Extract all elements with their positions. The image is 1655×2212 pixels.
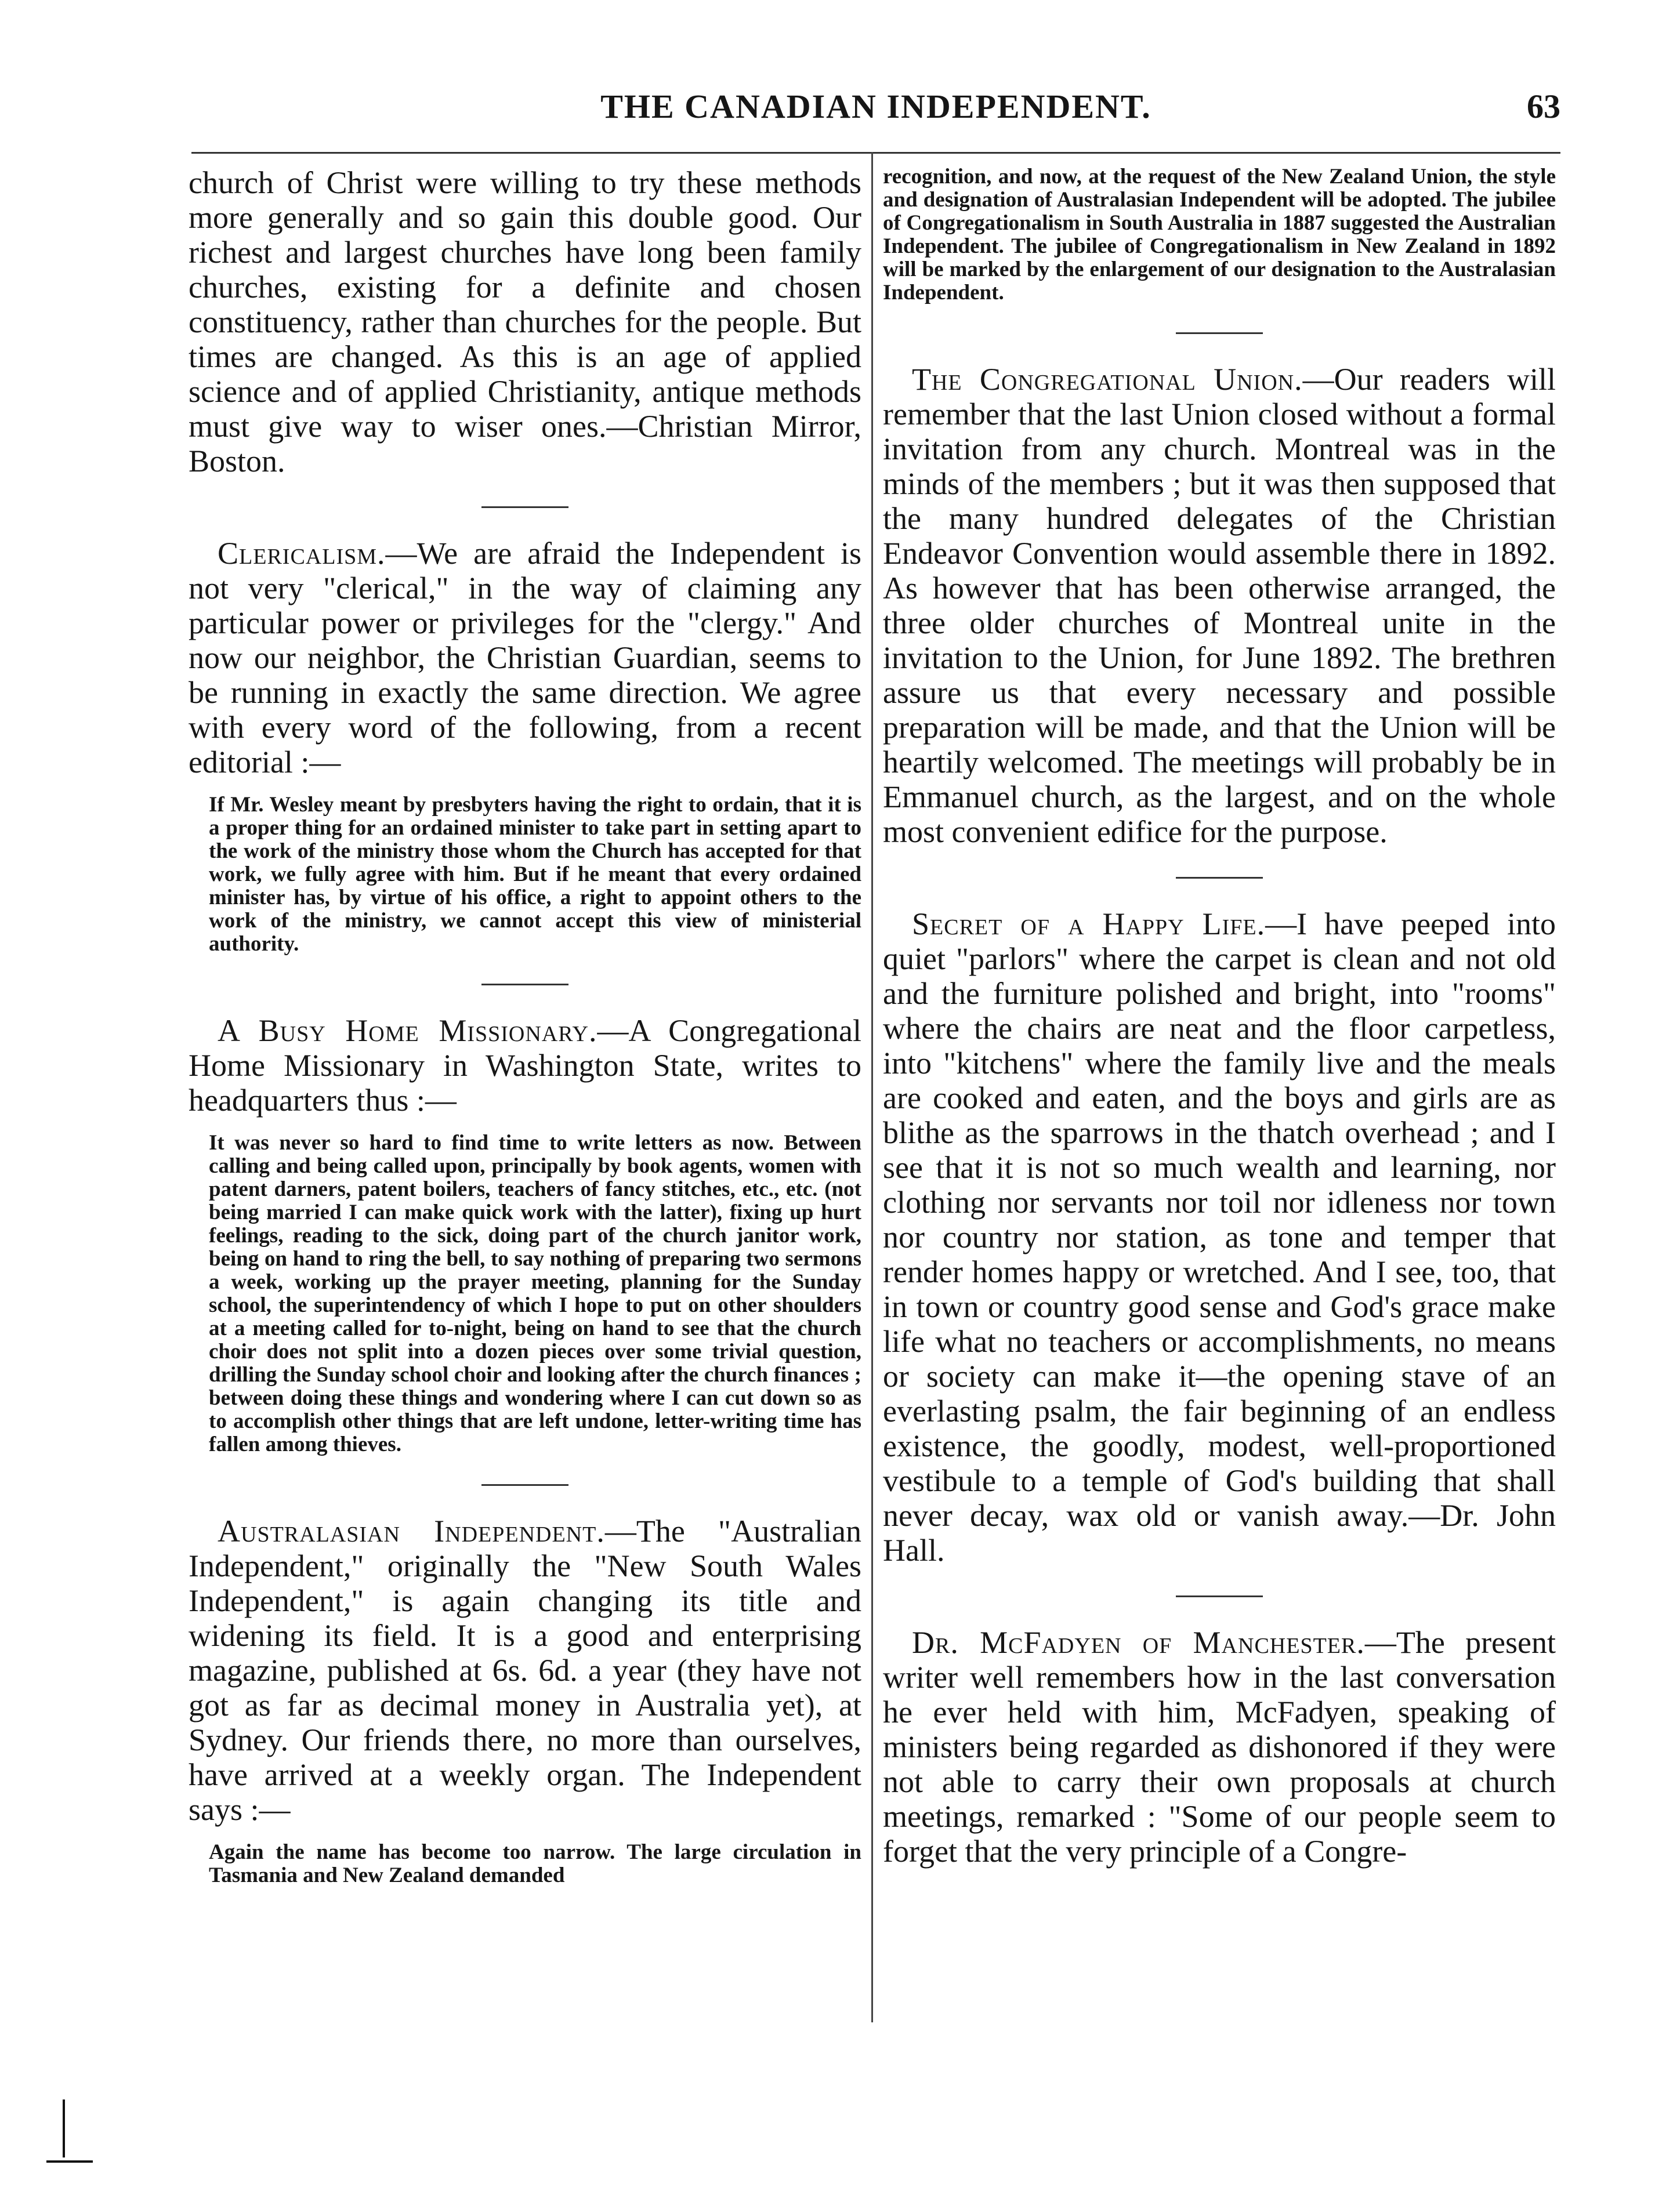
australasian-paragraph	[189, 1514, 861, 1827]
missionary-quote: It was never so hard to find time to write letters as now. Between calling and being called upon, principally by book agents, women with patent darners, patent boilers, teachers of fancy stitches, etc., etc. (not being married I can make quick work with the latter), fixing up hurt feelings, reading to the sick, doing part of the church janitor work, being on hand to ring the bell, to say nothing of preparing two sermons a week, working up the prayer meeting, planning for the Sunday school, the superintendency of which I hope to put on other shoulders at a meeting called for to-night, being on hand to see that the church choir does not split into a dozen pieces over some trivial question, drilling the Sunday school choir and looking after the church finances ; between doing these things and wondering where I can cut down so as to accomplish other things that are left undone, letter-writing time has fallen among thieves.	[209, 1131, 861, 1456]
section-separator	[481, 984, 568, 985]
scan-margin-mark	[63, 2099, 65, 2157]
journal-title: THE CANADIAN INDEPENDENT.	[600, 88, 1151, 125]
missionary-paragraph	[189, 1013, 861, 1118]
secret-heading: Secret of a Happy Life.	[912, 906, 1266, 941]
australasian-heading: Australasian Independent.	[218, 1514, 605, 1549]
right-column	[883, 165, 1556, 1869]
australasian-quote-continued: recognition, and now, at the request of the New Zealand Union, the style and designation of Australasian Independent will be adopted. The jubilee of Congregationalism in South Australia in 1887 suggested the Australian Independent. The jubilee of Congregationalism in New Zealand in 1892 will be marked by the enlargement of our designation to the Australasian Independent.	[883, 165, 1556, 304]
section-separator	[1176, 1595, 1263, 1597]
section-separator	[481, 506, 568, 508]
section-separator	[1176, 332, 1263, 334]
mcfadyen-paragraph	[883, 1625, 1556, 1869]
clericalism-paragraph	[189, 536, 861, 779]
mcfadyen-body: —The present writer well remembers how in the last conversation he ever held with him, McFadyen, speaking of ministers being regarded as dishonored if they were not able to carry their own proposals at church meetings, remarked : "Some of our people seem to forget that the very principle of a Congre-	[883, 1625, 1556, 1869]
header-rule	[191, 152, 1560, 154]
clericalism-body: —We are afraid the Independent is not very "clerical," in the way of claiming any particular power or privileges for the "clergy." And now our neighbor, the Christian Guardian, seems to be running in exactly the same direction. We agree with every word of the following, from a recent editorial :—	[189, 536, 861, 779]
australasian-body: —The "Australian Independent," originally the "New South Wales Independent," is again changing its title and widening its field. It is a good and enterprising magazine, published at 6s. 6d. a year (they have not got as far as decimal money in Australia yet), at Sydney. Our friends there, no more than ourselves, have arrived at a weekly organ. The Independent says :—	[189, 1514, 862, 1827]
missionary-body: —A Congregational Home Missionary in Washington State, writes to headquarters thus :—	[189, 1013, 861, 1118]
intro-paragraph: church of Christ were willing to try these methods more generally and so gain this double good. Our richest and largest churches have long been family churches, existing for a definite and chosen constituency, rather than churches for the people. But times are changed. As this is an age of applied science and of applied Christianity, antique methods must give way to wiser ones.—Christian Mirror, Boston.	[189, 165, 861, 478]
union-heading: The Congregational Union.	[912, 362, 1303, 397]
mcfadyen-heading: Dr. McFadyen of Manchester.	[912, 1625, 1365, 1660]
section-separator	[1176, 877, 1263, 879]
union-body: —Our readers will remember that the last Union closed without a formal invitation from any church. Montreal was in the minds of the members ; but it was then supposed that the many hundred delegates of the Christian Endeavor Convention would assemble there in 1892. As however that has been otherwise arranged, the three older churches of Montreal unite in the invitation to the Union, for June 1892. The brethren assure us that every necessary and possible preparation will be made, and that the Union will be heartily welcomed. The meetings will probably be in Emmanuel church, as the largest, and on the whole most convenient edifice for the purpose.	[883, 362, 1556, 849]
missionary-heading: A Busy Home Missionary.	[218, 1013, 597, 1048]
page-number: 63	[1527, 88, 1560, 125]
column-divider	[871, 152, 873, 2022]
clericalism-quote: If Mr. Wesley meant by presbyters having the right to ordain, that it is a proper thing for an ordained minister to take part in setting apart to the work of the ministry those whom the Church has accepted for that work, we fully agree with him. But if he meant that every ordained minister has, by virtue of his office, a right to appoint others to the work of the ministry, we cannot accept this view of ministerial authority.	[209, 793, 861, 956]
section-separator	[481, 1484, 568, 1486]
secret-paragraph	[883, 906, 1556, 1568]
secret-body: —I have peeped into quiet "parlors" where the carpet is clean and not old and the furniture polished and bright, into "rooms" where the chairs are neat and the floor carpetless, into "kitchens" where the family live and the meals are cooked and eaten, and the boys and girls are as blithe as the sparrows in the thatch overhead ; and I see that it is not so much wealth and learning, nor clothing nor servants nor toil nor idleness nor town nor country nor station, as tone and temper that render homes happy or wretched. And I see, too, that in town or country good sense and God's grace make life what no teachers or accomplishments, no means or society can make it—the opening stave of an everlasting psalm, the fair beginning of an endless existence, the goodly, modest, well-proportioned vestibule to a temple of God's building that shall never decay, wax old or vanish away.—Dr. John Hall.	[883, 906, 1556, 1568]
page-header	[191, 87, 1560, 133]
left-column	[189, 165, 861, 1887]
australasian-quote: Again the name has become too narrow. The large circulation in Tasmania and New Zealand demanded	[209, 1840, 861, 1887]
scan-margin-mark	[46, 2160, 93, 2163]
clericalism-heading: Clericalism.	[218, 536, 386, 571]
union-paragraph	[883, 362, 1556, 849]
